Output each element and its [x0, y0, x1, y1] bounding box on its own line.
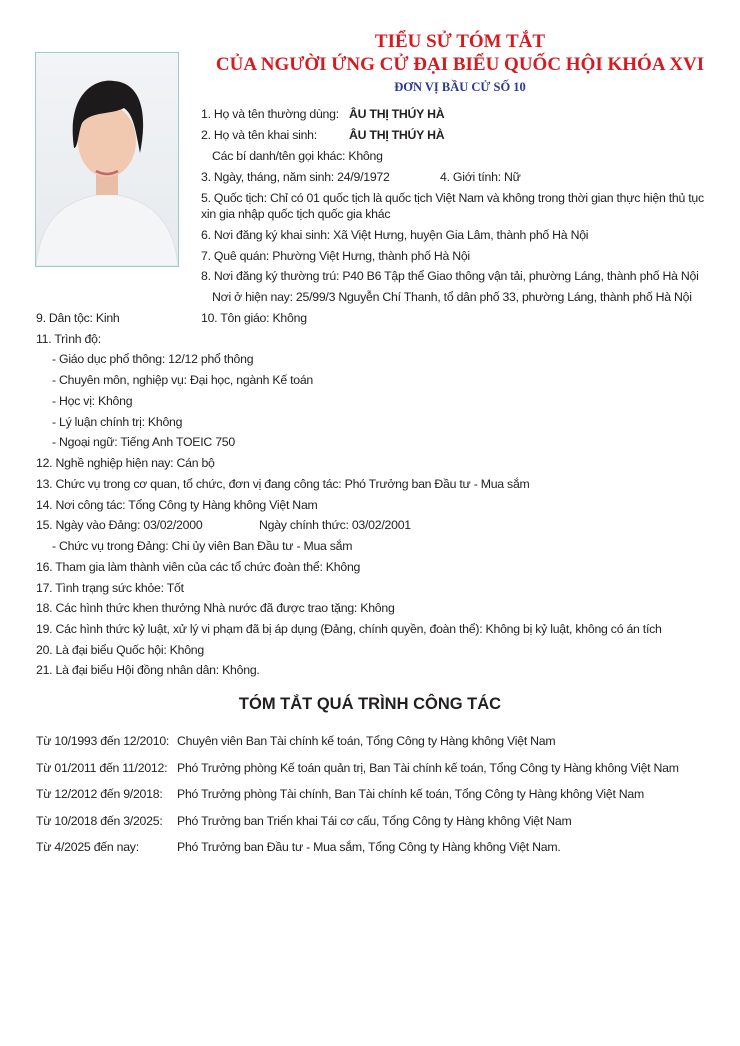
position: 13. Chức vụ trong cơ quan, tổ chức, đơn vị đang công tác: Phó Trưởng ban Đầu tư - Mua sắm — [36, 477, 530, 491]
health: 17. Tình trạng sức khỏe: Tốt — [36, 581, 184, 595]
hometown: 7. Quê quán: Phường Việt Hưng, thành phố Hà Nội — [201, 249, 470, 263]
career-period: Từ 10/2018 đến 3/2025: — [36, 814, 163, 828]
disciplinary: 19. Các hình thức kỷ luật, xử lý vi phạm đã bị áp dụng (Đảng, chính quyền, đoàn thể): Không bị kỷ luật, không có án tích — [36, 622, 662, 636]
professional-qualification: - Chuyên môn, nghiệp vụ: Đại học, ngành Kế toán — [52, 373, 314, 387]
career-description: Phó Trưởng ban Triển khai Tái cơ cấu, Tổng Công ty Hàng không Việt Nam — [177, 814, 572, 828]
document-title: TIỂU SỬ TÓM TẮT — [374, 31, 546, 52]
birth-name-value: ÂU THỊ THÚY HÀ — [349, 128, 445, 142]
birth-registration: 6. Nơi đăng ký khai sinh: Xã Việt Hưng, huyện Gia Lâm, thành phố Hà Nội — [201, 228, 589, 242]
party-position: - Chức vụ trong Đảng: Chi ủy viên Ban Đầu tư - Mua sắm — [52, 539, 353, 553]
current-residence: Nơi ở hiện nay: 25/99/3 Nguyễn Chí Thanh, tổ dân phố 33, phường Láng, thành phố Hà Nội — [212, 290, 692, 304]
document-subtitle: CỦA NGƯỜI ỨNG CỬ ĐẠI BIỂU QUỐC HỘI KHÓA XVI — [215, 54, 705, 75]
career-description: Phó Trưởng phòng Tài chính, Ban Tài chính kế toán, Tổng Công ty Hàng không Việt Nam — [177, 787, 645, 801]
political-theory: - Lý luận chính trị: Không — [52, 415, 183, 429]
career-description: Chuyên viên Ban Tài chính kế toán, Tổng Công ty Hàng không Việt Nam — [177, 734, 556, 748]
birth-date: 3. Ngày, tháng, năm sinh: 24/9/1972 — [201, 170, 390, 184]
foreign-language: - Ngoại ngữ: Tiếng Anh TOEIC 750 — [52, 435, 235, 449]
religion: 10. Tôn giáo: Không — [201, 311, 307, 325]
awards: 18. Các hình thức khen thưởng Nhà nước đã được trao tặng: Không — [36, 601, 395, 615]
career-description: Phó Trưởng ban Đầu tư - Mua sắm, Tổng Công ty Hàng không Việt Nam. — [177, 840, 561, 854]
permanent-residence: 8. Nơi đăng ký thường trú: P40 B6 Tập thể Giao thông vận tải, phường Láng, thành phố Hà Nội — [201, 269, 699, 283]
candidate-photo — [35, 52, 179, 267]
gender: 4. Giới tính: Nữ — [440, 170, 521, 184]
nationality: 5. Quốc tịch: Chỉ có 01 quốc tịch là quốc tịch Việt Nam và không trong thời gian thực hiện thủ tục — [201, 191, 704, 205]
career-period: Từ 12/2012 đến 9/2018: — [36, 787, 163, 801]
career-period: Từ 4/2025 đến nay: — [36, 840, 139, 854]
organization-membership: 16. Tham gia làm thành viên của các tổ chức đoàn thể: Không — [36, 560, 361, 574]
general-education: - Giáo dục phổ thông: 12/12 phổ thông — [52, 352, 254, 366]
party-join-date: 15. Ngày vào Đảng: 03/02/2000 — [36, 518, 203, 532]
career-period: Từ 10/1993 đến 12/2010: — [36, 734, 170, 748]
common-name-label: 1. Họ và tên thường dùng: — [201, 107, 339, 121]
career-description: Phó Trưởng phòng Kế toán quản trị, Ban Tài chính kế toán, Tổng Công ty Hàng không Việt Nam — [177, 761, 679, 775]
career-period: Từ 01/2011 đến 11/2012: — [36, 761, 168, 775]
party-official-date: Ngày chính thức: 03/02/2001 — [259, 518, 411, 532]
education-heading: 11. Trình độ: — [36, 332, 101, 346]
electoral-unit: ĐƠN VỊ BẦU CỬ SỐ 10 — [394, 80, 526, 94]
occupation: 12. Nghề nghiệp hiện nay: Cán bộ — [36, 456, 215, 470]
people-council-delegate: 21. Là đại biểu Hội đồng nhân dân: Không. — [36, 663, 260, 677]
nationality-cont: xin gia nhập quốc tịch quốc gia khác — [201, 207, 391, 221]
common-name-value: ÂU THỊ THÚY HÀ — [349, 107, 445, 121]
academic-degree: - Học vị: Không — [52, 394, 133, 408]
birth-name-label: 2. Họ và tên khai sinh: — [201, 128, 317, 142]
alias: Các bí danh/tên gọi khác: Không — [212, 149, 383, 163]
career-heading: TÓM TẮT QUÁ TRÌNH CÔNG TÁC — [238, 695, 502, 713]
ethnicity: 9. Dân tộc: Kinh — [36, 311, 120, 325]
national-assembly-delegate: 20. Là đại biểu Quốc hội: Không — [36, 643, 204, 657]
workplace: 14. Nơi công tác: Tổng Công ty Hàng không Việt Nam — [36, 498, 318, 512]
